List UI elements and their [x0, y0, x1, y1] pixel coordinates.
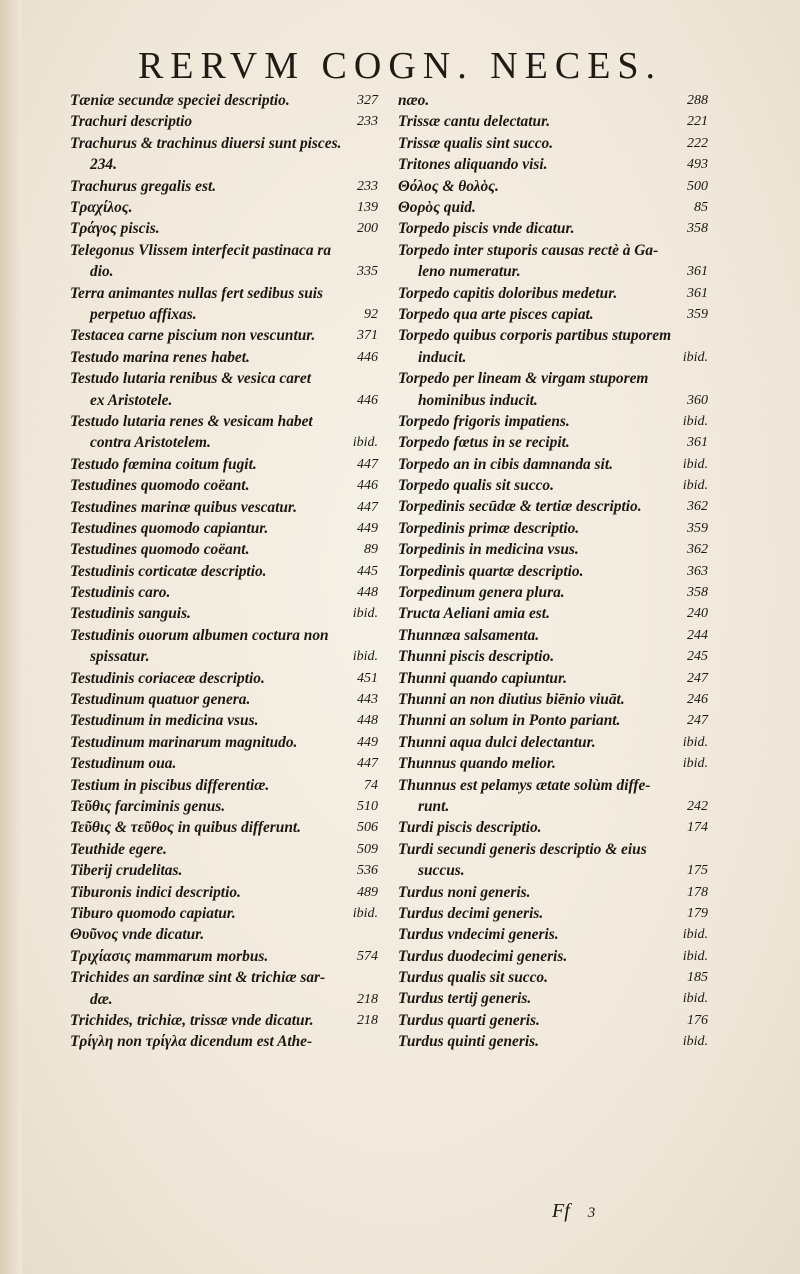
entry-page-ref: 359	[687, 306, 708, 322]
index-entry	[70, 111, 378, 132]
entry-text: Torpedo qua arte pisces capiat.	[398, 305, 594, 323]
entry-text: Testudo lutaria renes & vesicam habet	[70, 412, 313, 430]
index-entry	[398, 903, 708, 924]
entry-page-ref: 89	[364, 542, 378, 558]
entry-page-ref: 85	[694, 199, 708, 215]
index-entry	[70, 218, 378, 239]
entry-text: Turdi secundi generis descriptio & eius	[398, 840, 647, 858]
entry-text: Testium in piscibus differentiæ.	[70, 776, 270, 794]
index-entry	[70, 860, 378, 881]
entry-text: Thunnus est pelamys ætate solùm diffe-	[398, 776, 651, 794]
entry-text: Trichides an sardinæ sint & trichiæ sar-	[70, 969, 326, 987]
index-entry	[398, 775, 708, 818]
index-entry	[70, 839, 378, 860]
entry-page-ref: 359	[687, 520, 708, 536]
index-entry	[398, 154, 708, 175]
index-entry	[70, 539, 378, 560]
entry-text: Testudinis corticatæ descriptio.	[70, 562, 267, 580]
running-header: RERVM COGN. NECES.	[137, 45, 663, 87]
entry-page-ref: 358	[687, 221, 708, 237]
entry-text: Testudo fœmina coitum fugit.	[70, 455, 257, 473]
index-entry	[398, 882, 708, 903]
entry-text: Tructa Aeliani amia est.	[398, 605, 550, 623]
entry-page-ref: 174	[687, 820, 708, 836]
index-entry	[398, 518, 708, 539]
entry-text: Testudinum marinarum magnitudo.	[70, 733, 298, 751]
entry-text: Teuthide egere.	[70, 840, 167, 858]
entry-text: Trachurus gregalis est.	[70, 177, 217, 195]
index-entry	[70, 903, 378, 924]
index-entry	[70, 668, 378, 689]
entry-page-ref: 362	[687, 542, 708, 558]
index-entry	[398, 133, 708, 154]
entry-page-ref: 509	[357, 841, 378, 857]
index-entry	[70, 197, 378, 218]
entry-text: Torpedo quibus corporis partibus stuporem	[398, 327, 672, 345]
index-entry	[70, 518, 378, 539]
index-entry	[70, 411, 378, 454]
entry-page-ref: 363	[687, 563, 708, 579]
index-entry	[398, 561, 708, 582]
entry-page-ref: 200	[357, 221, 378, 237]
index-entry	[398, 967, 708, 988]
index-entry	[398, 924, 708, 945]
entry-page-ref: 361	[687, 285, 708, 301]
index-entry	[70, 325, 378, 346]
index-entry	[398, 197, 708, 218]
entry-text: Turdi piscis descriptio.	[398, 819, 542, 837]
index-entry	[70, 775, 378, 796]
index-entry	[398, 839, 708, 882]
entry-text: Torpedo capitis doloribus medetur.	[398, 284, 618, 302]
entry-page-ref: 500	[687, 178, 708, 194]
entry-text: Thunni piscis descriptio.	[398, 648, 555, 666]
index-entry	[398, 1010, 708, 1031]
page-gutter-shadow	[0, 0, 22, 1274]
entry-text: Testudo marina renes habet.	[70, 348, 250, 366]
entry-page-ref: 447	[357, 499, 378, 515]
entry-page-ref: 178	[687, 884, 708, 900]
entry-text: Testudo lutaria renibus & vesica caret	[70, 370, 311, 388]
index-entry	[70, 176, 378, 197]
index-entry	[398, 625, 708, 646]
entry-text: Torpedinis secūdæ & tertiæ descriptio.	[398, 498, 642, 516]
entry-page-ref: 288	[687, 93, 708, 108]
entry-page-ref: 175	[687, 863, 708, 879]
entry-text: Τρίγλη non τρίγλα dicendum est Athe-	[70, 1033, 313, 1051]
index-entry	[398, 240, 708, 283]
entry-text: Turdus qualis sit succo.	[398, 969, 548, 987]
entry-text: Testudines marinæ quibus vescatur.	[70, 498, 297, 516]
entry-page-ref: 246	[687, 691, 708, 707]
index-column-left	[70, 90, 378, 1053]
entry-page-ref: ibid.	[682, 478, 708, 494]
entry-text: Testacea carne piscium non vescuntur.	[70, 327, 316, 345]
index-entry	[398, 368, 708, 411]
entry-text: Turdus quinti generis.	[398, 1033, 539, 1051]
index-entry	[398, 539, 708, 560]
entry-page-ref: 371	[357, 328, 378, 344]
entry-page-ref: 451	[357, 670, 378, 686]
entry-page-ref: ibid.	[682, 456, 708, 472]
entry-text: Testudinum in medicina vsus.	[70, 712, 259, 730]
index-entry	[70, 732, 378, 753]
entry-page-ref: 446	[357, 478, 378, 494]
entry-page-ref: 449	[357, 520, 378, 536]
entry-text: Τραχίλος.	[70, 198, 133, 216]
index-entry	[70, 946, 378, 967]
index-entry	[70, 689, 378, 710]
entry-page-ref: ibid.	[682, 1034, 708, 1050]
entry-text: Turdus tertij generis.	[398, 990, 532, 1008]
entry-page-ref: 247	[687, 670, 708, 686]
index-entry	[398, 176, 708, 197]
entry-page-ref: 92	[364, 306, 378, 322]
entry-text: Turdus vndecimi generis.	[398, 926, 559, 944]
entry-page-ref: 510	[357, 798, 378, 814]
entry-page-ref: 447	[357, 756, 378, 772]
signature-letters: Ff	[552, 1200, 570, 1222]
signature-mark	[552, 1200, 595, 1223]
entry-page-ref: ibid.	[682, 413, 708, 429]
entry-text: Torpedo piscis vnde dicatur.	[398, 220, 575, 238]
entry-text: Tiberij crudelitas.	[70, 862, 183, 880]
index-column-right	[398, 90, 708, 1053]
entry-text: Testudinum quatuor genera.	[70, 691, 251, 709]
entry-page-ref: 493	[687, 157, 708, 173]
index-entry	[398, 646, 708, 667]
index-entry	[70, 924, 378, 945]
entry-text: Τράγος piscis.	[70, 220, 160, 238]
entry-text: Testudinis coriaceæ descriptio.	[70, 669, 265, 687]
entry-continuation: dæ.	[90, 990, 113, 1008]
entry-text: Tritones aliquando visi.	[398, 156, 548, 174]
index-entry	[70, 625, 378, 668]
index-entry	[70, 133, 378, 176]
entry-text: Testudinis caro.	[70, 584, 171, 602]
index-entry	[398, 325, 708, 368]
index-entry	[70, 283, 378, 326]
index-entry	[70, 967, 378, 1010]
index-entry	[398, 710, 708, 731]
entry-page-ref: 506	[357, 820, 378, 836]
index-entry	[398, 304, 708, 325]
entry-page-ref: 242	[687, 798, 708, 814]
entry-page-ref: 536	[357, 863, 378, 879]
index-entry	[70, 90, 378, 111]
index-entry	[70, 796, 378, 817]
index-entry	[398, 1031, 708, 1052]
entry-page-ref: 185	[687, 970, 708, 986]
index-entry	[398, 496, 708, 517]
index-entry	[70, 561, 378, 582]
entry-continuation: hominibus inducit.	[418, 391, 538, 409]
entry-page-ref: 489	[357, 884, 378, 900]
index-entry	[398, 988, 708, 1009]
entry-text: Terra animantes nullas fert sedibus suis	[70, 284, 324, 302]
entry-page-ref: ibid.	[682, 756, 708, 772]
index-entry	[398, 454, 708, 475]
entry-text: Tæniæ secundæ speciei descriptio.	[70, 92, 290, 109]
entry-page-ref: 233	[357, 114, 378, 130]
index-entry	[398, 689, 708, 710]
entry-page-ref: 449	[357, 734, 378, 750]
entry-page-ref: 176	[687, 1012, 708, 1028]
entry-page-ref: 574	[357, 948, 378, 964]
entry-text: Torpedo fœtus in se recipit.	[398, 434, 570, 452]
entry-page-ref: 221	[687, 114, 708, 130]
entry-page-ref: ibid.	[352, 606, 378, 622]
entry-text: Torpedo per lineam & virgam stuporem	[398, 370, 649, 388]
index-entry	[398, 218, 708, 239]
entry-text: Torpedo an in cibis damnanda sit.	[398, 455, 613, 473]
index-entry	[398, 668, 708, 689]
entry-page-ref: 443	[357, 692, 378, 708]
entry-text: Tiburonis indici descriptio.	[70, 883, 241, 901]
entry-text: Thunni quando capiuntur.	[398, 669, 567, 687]
entry-page-ref: 139	[357, 199, 378, 215]
entry-text: Turdus quarti generis.	[398, 1011, 540, 1029]
entry-continuation: dio.	[90, 263, 114, 281]
entry-page-ref: 446	[357, 392, 378, 408]
entry-text: Testudines quomodo capiantur.	[70, 519, 269, 537]
entry-page-ref: 447	[357, 456, 378, 472]
index-entry	[398, 90, 708, 111]
index-entry	[70, 1031, 378, 1052]
entry-text: Thunni an solum in Ponto pariant.	[398, 712, 621, 730]
entry-page-ref: 218	[357, 1012, 378, 1028]
entry-page-ref: 244	[687, 627, 708, 643]
entry-continuation: ex Aristotele.	[90, 391, 173, 409]
entry-page-ref: 448	[357, 585, 378, 601]
entry-continuation: inducit.	[418, 348, 467, 366]
entry-page-ref: ibid.	[352, 649, 378, 665]
entry-page-ref: ibid.	[682, 927, 708, 943]
index-entry	[398, 111, 708, 132]
entry-page-ref: 358	[687, 585, 708, 601]
entry-page-ref: ibid.	[352, 905, 378, 921]
entry-text: Θυῦνος vnde dicatur.	[70, 926, 205, 944]
entry-page-ref: 74	[364, 777, 378, 793]
entry-text: Testudinis ouorum albumen coctura non	[70, 626, 329, 644]
entry-text: Torpedo frigoris impatiens.	[398, 412, 570, 430]
entry-continuation: runt.	[418, 797, 450, 815]
index-entry	[398, 946, 708, 967]
entry-text: Θόλος & θολὸς.	[398, 177, 499, 195]
entry-page-ref: 335	[357, 264, 378, 280]
entry-text: Τεῦθις farciminis genus.	[70, 797, 226, 815]
entry-text: Torpedinis quartæ descriptio.	[398, 562, 584, 580]
index-entry	[70, 710, 378, 731]
index-entry	[70, 368, 378, 411]
entry-page-ref: 247	[687, 713, 708, 729]
entry-page-ref: ibid.	[682, 349, 708, 365]
entry-page-ref: 245	[687, 649, 708, 665]
index-entry	[70, 347, 378, 368]
entry-continuation: succus.	[418, 862, 465, 880]
entry-text: Testudines quomodo coëant.	[70, 477, 250, 495]
entry-continuation: 234.	[90, 156, 117, 174]
entry-page-ref: 362	[687, 499, 708, 515]
entry-text: Τριχίασις mammarum morbus.	[70, 947, 269, 965]
entry-text: Testudines quomodo coëant.	[70, 541, 250, 559]
index-entry	[398, 582, 708, 603]
index-entry	[70, 475, 378, 496]
entry-continuation: contra Aristotelem.	[90, 434, 211, 452]
entry-continuation: leno numeratur.	[418, 263, 521, 281]
entry-continuation: spissatur.	[90, 648, 150, 666]
entry-page-ref: ibid.	[352, 435, 378, 451]
entry-page-ref: 222	[687, 135, 708, 151]
entry-text: Testudinum oua.	[70, 755, 177, 773]
entry-continuation: perpetuo affixas.	[90, 305, 197, 323]
entry-text: Telegonus Vlissem interfecit pastinaca ra	[70, 241, 332, 259]
entry-text: Trachurus & trachinus diuersi sunt pisces.	[70, 134, 342, 152]
entry-page-ref: 240	[687, 606, 708, 622]
entry-text: Thunnæa salsamenta.	[398, 626, 540, 644]
entry-text: Thunnus quando melior.	[398, 755, 556, 773]
entry-text: Torpedinis primæ descriptio.	[398, 519, 580, 537]
entry-text: Torpedinum genera plura.	[398, 584, 565, 602]
entry-page-ref: 445	[357, 563, 378, 579]
entry-page-ref: 361	[687, 264, 708, 280]
index-entry	[398, 817, 708, 838]
entry-page-ref: 448	[357, 713, 378, 729]
entry-page-ref: 179	[687, 905, 708, 921]
index-entry	[70, 817, 378, 838]
index-entry	[398, 603, 708, 624]
entry-page-ref: 327	[357, 93, 378, 108]
index-entry	[70, 1010, 378, 1031]
index-entry	[70, 454, 378, 475]
index-entry	[398, 432, 708, 453]
index-entry	[398, 732, 708, 753]
entry-text: Testudinis sanguis.	[70, 605, 191, 623]
index-entry	[70, 882, 378, 903]
entry-page-ref: ibid.	[682, 991, 708, 1007]
entry-text: Turdus decimi generis.	[398, 904, 544, 922]
index-entry	[70, 603, 378, 624]
entry-page-ref: 361	[687, 435, 708, 451]
entry-text: Trichides, trichiæ, trissæ vnde dicatur.	[70, 1011, 314, 1029]
entry-page-ref: 233	[357, 178, 378, 194]
entry-text: Thunni aqua dulci delectantur.	[398, 733, 596, 751]
entry-text: Tiburo quomodo capiatur.	[70, 904, 236, 922]
entry-text: næo.	[398, 92, 430, 109]
signature-number: 3	[587, 1205, 596, 1221]
entry-text: Torpedo qualis sit succo.	[398, 477, 554, 495]
index-entry	[70, 582, 378, 603]
entry-text: Thunni an non diutius biēnio viuāt.	[398, 690, 625, 708]
entry-text: Turdus duodecimi generis.	[398, 947, 568, 965]
entry-text: Θορὸς quid.	[398, 198, 476, 216]
entry-text: Torpedinis in medicina vsus.	[398, 541, 579, 559]
entry-page-ref: 360	[687, 392, 708, 408]
entry-text: Trissæ qualis sint succo.	[398, 134, 554, 152]
index-entry	[70, 240, 378, 283]
index-entry	[70, 497, 378, 518]
entry-text: Torpedo inter stuporis causas rectè à Ga-	[398, 241, 659, 259]
entry-text: Τεῦθις & τεῦθος in quibus differunt.	[70, 819, 302, 837]
entry-page-ref: 218	[357, 991, 378, 1007]
entry-page-ref: 446	[357, 349, 378, 365]
entry-page-ref: ibid.	[682, 734, 708, 750]
index-entry	[398, 411, 708, 432]
entry-text: Trachuri descriptio	[70, 113, 193, 131]
entry-page-ref: ibid.	[682, 948, 708, 964]
index-entry	[70, 753, 378, 774]
entry-text: Trissæ cantu delectatur.	[398, 113, 551, 131]
entry-text: Turdus noni generis.	[398, 883, 531, 901]
index-entry	[398, 283, 708, 304]
index-entry	[398, 753, 708, 774]
index-entry	[398, 475, 708, 496]
